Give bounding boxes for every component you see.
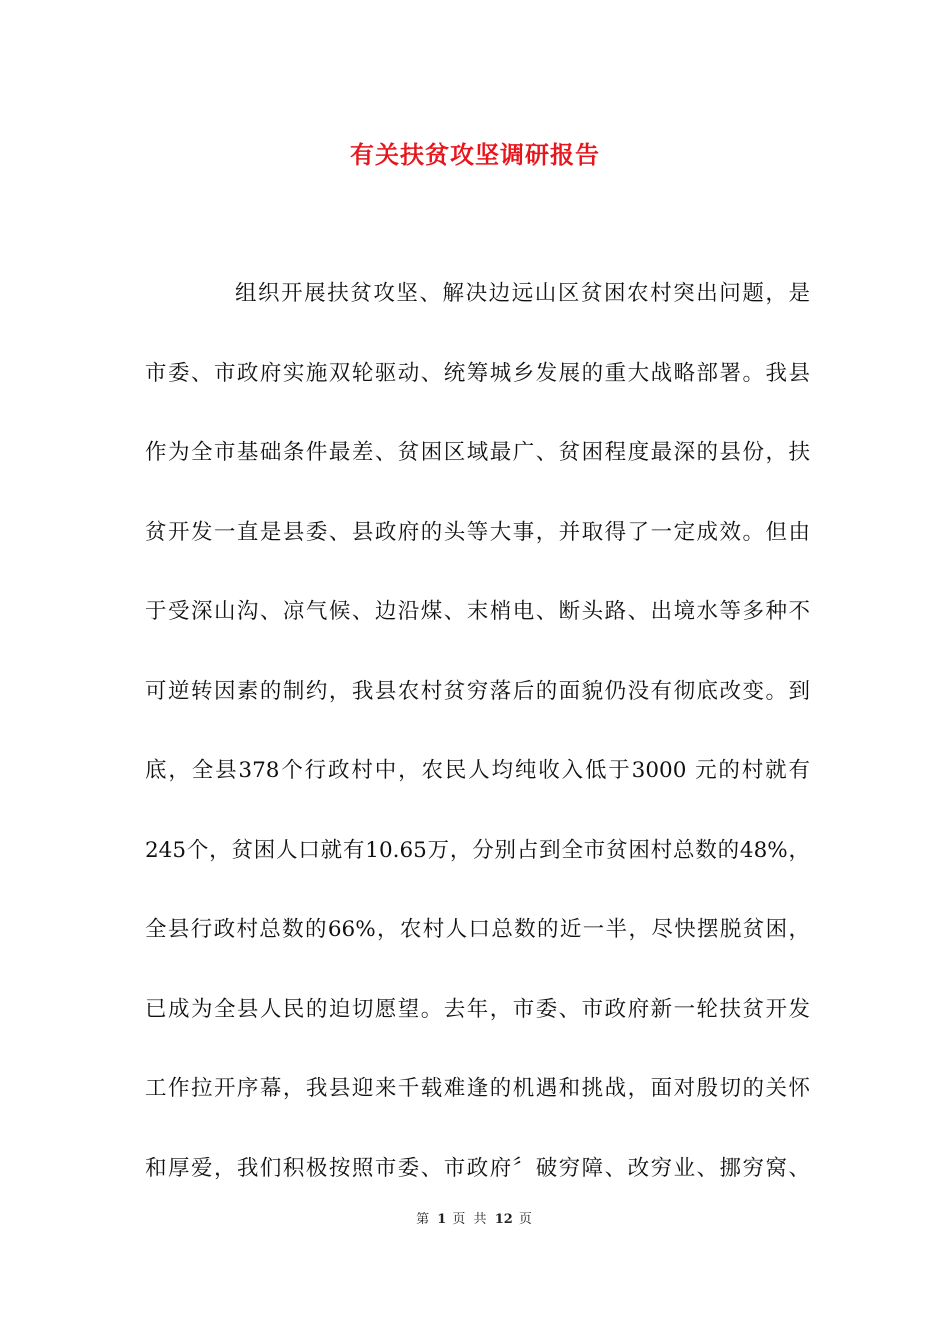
paragraph-line: 245个，贫困人口就有10.65万，分别占到全市贫困村总数的48%， [145,837,810,863]
footer-prefix: 第 [416,1212,432,1227]
paragraph-line: 可逆转因素的制约，我县农村贫穷落后的面貌仍没有彻底改变。到 [145,678,810,704]
paragraph-line: 组织开展扶贫攻坚、解决边远山区贫困农村突出问题，是 [235,281,810,306]
paragraph-line: 已成为全县人民的迫切愿望。去年，市委、市政府新一轮扶贫开发 [145,996,810,1022]
footer-middle: 页 共 [452,1212,489,1227]
paragraph-line: 底，全县378个行政村中，农民人均纯收入低于3000 元的村就有 [145,758,810,783]
footer-total-pages: 12 [494,1212,513,1227]
paragraph-line: 贫开发一直是县委、县政府的头等大事，并取得了一定成效。但由 [145,519,810,545]
page-footer [0,1208,950,1227]
paragraph-line: 全县行政村总数的66%，农村人口总数的近一半，尽快摆脱贫困， [145,917,810,942]
paragraph-line: 作为全市基础条件最差、贫困区域最广、贫困程度最深的县份，扶 [145,440,810,465]
paragraph-line: 和厚爱，我们积极按照市委、市政府〞破穷障、改穷业、挪穷窝、 [145,1155,810,1181]
footer-page-number: 1 [437,1212,447,1227]
paragraph-line: 市委、市政府实施双轮驱动、统筹城乡发展的重大战略部署。我县 [145,360,810,386]
footer-suffix: 页 [518,1212,534,1227]
paragraph-line: 工作拉开序幕，我县迎来千载难逢的机遇和挑战，面对殷切的关怀 [145,1076,810,1101]
paragraph-line: 于受深山沟、凉气候、边沿煤、末梢电、断头路、出境水等多种不 [145,599,810,624]
page-title: 有关扶贫攻坚调研报告 [350,140,600,169]
body-paragraph [145,274,810,1228]
